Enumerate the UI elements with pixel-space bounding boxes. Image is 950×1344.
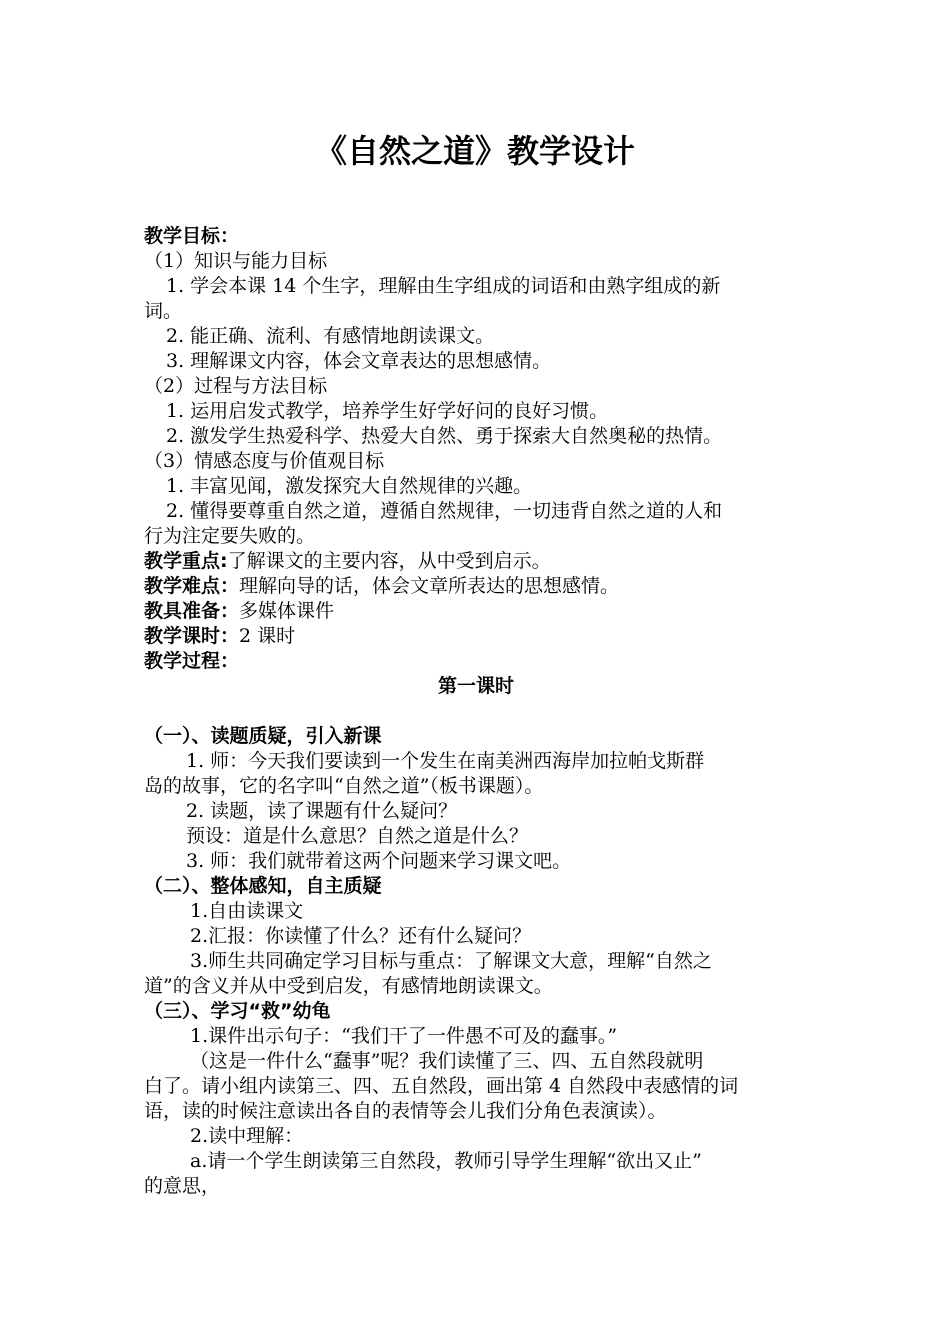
materials-line (144, 599, 808, 624)
key-point-text: 了解课文的主要内容，从中受到启示。 (227, 550, 551, 572)
section-3-paragraph: （这是一件什么“蠢事”呢？我们读懂了三、四、五自然段就明 (190, 1050, 704, 1072)
difficulty-text: 理解向导的话，体会文章所表达的思想感情。 (239, 575, 620, 597)
section-1-paragraph: 1. 师：今天我们要读到一个发生在南美洲西海岸加拉帕戈斯群 (186, 750, 705, 772)
document-body (144, 224, 808, 1199)
section-1-paragraph: 3. 师：我们就带着这两个问题来学习课文吧。 (186, 850, 572, 872)
hours-label: 教学课时： (144, 625, 240, 647)
spacer (144, 699, 808, 724)
section-3-paragraph: 1.课件出示句子：“我们干了一件愚不可及的蠢事。” (190, 1025, 618, 1047)
lesson-title: 第一课时 (437, 675, 514, 697)
objective-item: 3. 理解课文内容，体会文章表达的思想感情。 (166, 350, 552, 372)
difficulty-label: 教学难点： (144, 575, 240, 597)
section-2-paragraph-cont: 道”的含义并从中受到启发，有感情地朗读课文。 (144, 975, 553, 997)
materials-text: 多媒体课件 (239, 600, 335, 622)
section-3-paragraph-cont: 的意思， (144, 1175, 221, 1197)
difficulty-line (144, 574, 808, 599)
section-1-paragraph: 预设：道是什么意思？自然之道是什么？ (186, 825, 529, 847)
document-title: 《自然之道》教学设计 (314, 132, 635, 170)
objective-item: 2. 激发学生热爱科学、热爱大自然、勇于探索大自然奥秘的热情。 (166, 425, 723, 447)
section-1-heading: （一）、读题质疑，引入新课 (144, 725, 382, 747)
objective-group-1: （1）知识与能力目标 (144, 250, 328, 272)
objective-item: 2. 能正确、流利、有感情地朗读课文。 (166, 325, 495, 347)
section-1-paragraph-cont: 岛的故事，它的名字叫“自然之道”（板书课题）。 (144, 775, 544, 797)
objective-item: 2. 懂得要尊重自然之道，遵循自然规律，一切违背自然之道的人和 (166, 500, 723, 522)
process-heading: 教学过程： (144, 650, 240, 672)
objectives-heading: 教学目标： (144, 225, 240, 247)
key-point-line (144, 549, 808, 574)
section-2-paragraph: 2.汇报：你读懂了什么？还有什么疑问？ (190, 925, 532, 947)
section-3-heading: （三）、学习“救”幼龟 (144, 1000, 331, 1022)
objective-item-cont: 词。 (144, 300, 183, 322)
objective-item-cont: 行为注定要失败的。 (144, 525, 316, 547)
hours-line (144, 624, 808, 649)
objective-group-3: （3）情感态度与价值观目标 (144, 450, 385, 472)
section-1-paragraph: 2. 读题，读了课题有什么疑问？ (186, 800, 458, 822)
section-3-paragraph: a.请一个学生朗读第三自然段，教师引导学生理解“欲出又止” (190, 1150, 702, 1172)
section-3-paragraph-cont: 语，读的时候注意读出各自的表情等会儿我们分角色表演读）。 (144, 1100, 667, 1122)
section-2-paragraph: 3.师生共同确定学习目标与重点：了解课文大意，理解“自然之 (190, 950, 712, 972)
objective-group-2: （2）过程与方法目标 (144, 375, 328, 397)
materials-label: 教具准备： (144, 600, 240, 622)
section-3-paragraph: 2.读中理解： (190, 1125, 304, 1147)
objective-item: 1. 学会本课 14 个生字，理解由生字组成的词语和由熟字组成的新 (166, 275, 721, 297)
hours-text: 2 课时 (239, 625, 296, 647)
section-3-paragraph-cont: 白了。请小组内读第三、四、五自然段，画出第 4 自然段中表感情的词 (144, 1075, 739, 1097)
objective-item: 1. 运用启发式教学，培养学生好学好问的良好习惯。 (166, 400, 609, 422)
objective-item: 1. 丰富见闻，激发探究大自然规律的兴趣。 (166, 475, 533, 497)
section-2-heading: （二）、整体感知，自主质疑 (144, 875, 382, 897)
key-point-label: 教学重点: (144, 550, 228, 572)
section-2-paragraph: 1.自由读课文 (190, 900, 304, 922)
